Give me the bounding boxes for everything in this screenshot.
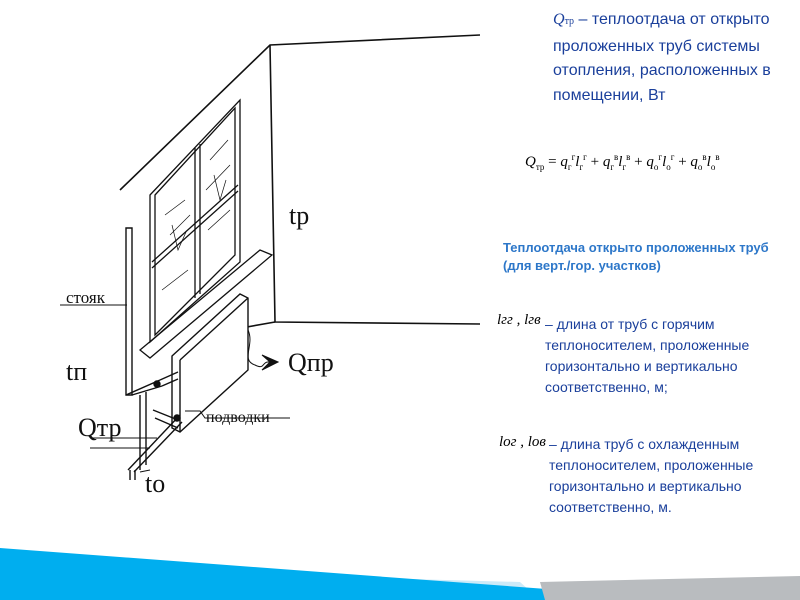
footer-bars [0,548,800,600]
room-walls [120,35,480,330]
label-t-room: tр [289,201,310,230]
cold-pipes-symbols: lог , lов [499,434,546,450]
label-q-pipes: Qтр [78,413,122,442]
label-q-device: Qпр [288,348,334,377]
cold-pipes-description: – длина труб с охлажденным теплоносителем, проложенные горизонтально и вертикально соответственно, м. [549,436,754,515]
hot-pipes-description: – длина от труб с горячим теплоносителем, проложенные горизонтально и вертикально соответственно, м; [545,316,750,395]
label-t-supply: tп [66,357,88,386]
hot-pipes-symbols: lгг , lгв [497,312,541,328]
label-t-return: tо [145,469,166,498]
definition-text [553,8,793,108]
label-riser: стояк [66,288,106,307]
footer-bar-grey [540,576,800,600]
definition-symbol: Qтр [553,11,575,28]
window [140,100,272,358]
subheading: Теплоотдача открыто проложенных труб (для верт./гор. участков) [503,240,769,273]
label-connections: подводки [206,409,270,426]
definition-description: – теплоотдача от открыто проложенных труб системы отопления, расположенных в помещении, Вт [553,11,771,104]
footer-bar-cyan [0,548,580,600]
heat-transfer-formula: $Q_{тр} = q_г^гl_г^г + q_г^вl_г^в + q_о^гl_о^г + q_о^вl_о^в$ [525,152,720,172]
